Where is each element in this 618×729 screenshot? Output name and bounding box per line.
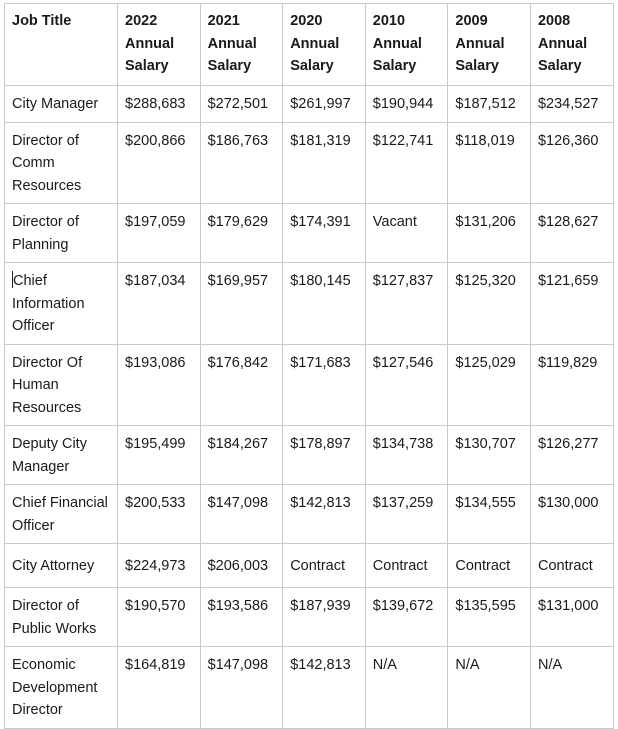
salary-cell: $127,546: [365, 344, 448, 426]
salary-cell: Contract: [530, 544, 613, 588]
salary-cell: $176,842: [200, 344, 283, 426]
table-row: [5, 485, 614, 544]
salary-cell: $131,206: [448, 204, 531, 263]
job-title-cell: Director of Public Works: [5, 588, 118, 647]
salary-cell: N/A: [448, 647, 531, 729]
salary-cell: $164,819: [118, 647, 201, 729]
salary-cell: $127,837: [365, 263, 448, 345]
salary-cell: $131,000: [530, 588, 613, 647]
salary-cell: $197,059: [118, 204, 201, 263]
salary-cell: $125,320: [448, 263, 531, 345]
salary-cell: Contract: [448, 544, 531, 588]
salary-cell: $134,738: [365, 426, 448, 485]
salary-cell: $195,499: [118, 426, 201, 485]
salary-cell: $135,595: [448, 588, 531, 647]
job-title-cell: Director of Comm Resources: [5, 122, 118, 204]
salary-cell: $169,957: [200, 263, 283, 345]
salary-cell: $206,003: [200, 544, 283, 588]
salary-cell: $184,267: [200, 426, 283, 485]
salary-cell: $134,555: [448, 485, 531, 544]
salary-cell: $187,512: [448, 86, 531, 123]
job-title-cell: Economic Development Director: [5, 647, 118, 729]
salary-cell: $174,391: [283, 204, 366, 263]
salary-cell: Contract: [365, 544, 448, 588]
salary-cell: $147,098: [200, 485, 283, 544]
table-row: [5, 122, 614, 204]
salary-cell: N/A: [365, 647, 448, 729]
salary-cell: $171,683: [283, 344, 366, 426]
job-title-cell: Deputy City Manager: [5, 426, 118, 485]
salary-cell: $200,533: [118, 485, 201, 544]
salary-cell: $119,829: [530, 344, 613, 426]
salary-cell: $179,629: [200, 204, 283, 263]
salary-cell: $125,029: [448, 344, 531, 426]
salary-cell: $186,763: [200, 122, 283, 204]
salary-cell: $147,098: [200, 647, 283, 729]
salary-cell: $261,997: [283, 86, 366, 123]
salary-cell: $187,034: [118, 263, 201, 345]
salary-cell: $142,813: [283, 647, 366, 729]
column-header-job-title: Job Title: [5, 4, 118, 86]
salary-cell: Contract: [283, 544, 366, 588]
salary-table: [4, 3, 614, 729]
table-row: [5, 588, 614, 647]
salary-cell: $126,360: [530, 122, 613, 204]
table-row: [5, 344, 614, 426]
salary-cell: $200,866: [118, 122, 201, 204]
column-header-2022: 2022 Annual Salary: [118, 4, 201, 86]
salary-cell: $122,741: [365, 122, 448, 204]
salary-cell: N/A: [530, 647, 613, 729]
table-row: [5, 263, 614, 345]
salary-cell: $272,501: [200, 86, 283, 123]
salary-cell: $121,659: [530, 263, 613, 345]
column-header-2009: 2009 Annual Salary: [448, 4, 531, 86]
column-header-2010: 2010 Annual Salary: [365, 4, 448, 86]
salary-cell: $288,683: [118, 86, 201, 123]
salary-cell: $181,319: [283, 122, 366, 204]
table-row: [5, 647, 614, 729]
salary-cell: $142,813: [283, 485, 366, 544]
job-title-cell: Chief Financial Officer: [5, 485, 118, 544]
salary-cell: $190,570: [118, 588, 201, 647]
salary-cell: $118,019: [448, 122, 531, 204]
job-title-cell: Director of Planning: [5, 204, 118, 263]
table-row: [5, 426, 614, 485]
salary-cell: $193,086: [118, 344, 201, 426]
salary-cell: $178,897: [283, 426, 366, 485]
salary-cell: $130,000: [530, 485, 613, 544]
salary-cell: $126,277: [530, 426, 613, 485]
salary-cell: $234,527: [530, 86, 613, 123]
table-row: [5, 544, 614, 588]
salary-cell: $137,259: [365, 485, 448, 544]
salary-cell: $130,707: [448, 426, 531, 485]
job-title-cell: Director Of Human Resources: [5, 344, 118, 426]
salary-cell: $224,973: [118, 544, 201, 588]
salary-cell: $139,672: [365, 588, 448, 647]
salary-cell: Vacant: [365, 204, 448, 263]
salary-cell: $190,944: [365, 86, 448, 123]
job-title-cell: City Manager: [5, 86, 118, 123]
job-title-text: Chief Information Officer: [12, 273, 85, 334]
job-title-cell: [5, 263, 118, 345]
job-title-cell: City Attorney: [5, 544, 118, 588]
table-row: [5, 204, 614, 263]
salary-cell: $187,939: [283, 588, 366, 647]
column-header-2021: 2021 Annual Salary: [200, 4, 283, 86]
column-header-2008: 2008 Annual Salary: [530, 4, 613, 86]
table-header-row: [5, 4, 614, 86]
column-header-2020: 2020 Annual Salary: [283, 4, 366, 86]
salary-cell: $180,145: [283, 263, 366, 345]
salary-cell: $193,586: [200, 588, 283, 647]
table-row: [5, 86, 614, 123]
salary-cell: $128,627: [530, 204, 613, 263]
